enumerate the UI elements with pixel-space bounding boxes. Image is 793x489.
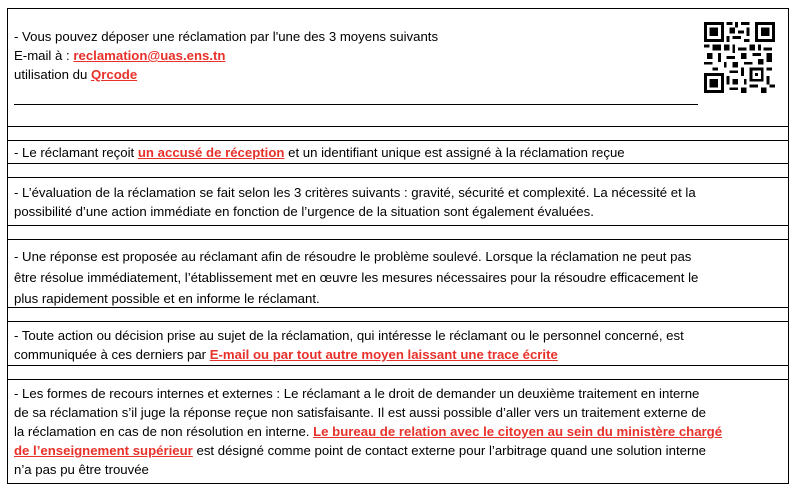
acknowledgement-suffix: et un identifiant unique est assigné à la réclamation reçue [284,145,625,160]
appeal-highlight: Le bureau de relation avec le citoyen au sein du ministère chargé [313,424,723,439]
appeal-line: n’a pas pu être trouvée [14,462,149,477]
appeal-highlight: de l’enseignement supérieur [14,443,193,458]
appeal-text [8,380,788,479]
spacer-row [8,366,788,380]
response-row [8,240,788,308]
spacer-row [8,164,788,178]
email-label: E-mail à : [14,48,74,63]
appeal-line [14,422,782,441]
evaluation-line: possibilité d’une action immédiate en fonction de l’urgence de la situation sont également évaluées. [14,204,594,219]
evaluation-text [8,178,788,221]
reclamation-table [7,8,789,484]
appeal-line: de sa réclamation s’il juge la réponse reçue non satisfaisante. Il est aussi possible d’aller vers un traitement externe de [14,405,706,420]
acknowledgement-text [8,141,788,162]
submission-methods-intro: - Vous pouvez déposer une réclamation par l'une des 3 moyens suivants [14,29,439,44]
qrcode-link[interactable]: Qrcode [90,67,138,82]
section-divider-line [14,104,698,105]
response-text [8,240,788,309]
acknowledgement-prefix: - Le réclamant reçoit [14,145,138,160]
response-line: - Une réponse est proposée au réclamant afin de résoudre le problème soulevé. Lorsque la réclamation ne peut pas [14,249,692,264]
communication-line: - Toute action ou décision prise au sujet de la réclamation, qui intéresse le réclamant ou le personnel concerné, est [14,328,684,343]
response-line: être résolue immédiatement, l’établissement met en œuvre les mesures nécessaires pour la résoudre efficacement le [14,270,699,285]
response-line: plus rapidement possible et en informe le réclamant. [14,291,320,306]
appeal-line [14,441,782,460]
appeal-line: - Les formes de recours internes et externes : Le réclamant a le droit de demander un deuxième traitement en interne [14,386,700,401]
qrcode-line [14,65,782,84]
email-line [14,46,782,65]
spacer-row [8,308,788,322]
communication-text [8,322,788,364]
spacer-row [8,127,788,141]
submission-methods-text [8,9,788,84]
submission-methods-row [8,9,788,127]
communication-row [8,322,788,366]
email-link[interactable]: reclamation@uas.ens.tn [73,48,226,63]
evaluation-row [8,178,788,226]
communication-prefix: communiquée à ces derniers par [14,347,210,362]
appeal-suffix: est désigné comme point de contact externe pour l’arbitrage quand une solution interne [192,443,707,458]
communication-line [14,345,782,364]
qrcode-label: utilisation du [14,67,91,82]
acknowledgement-row [8,141,788,164]
spacer-row [8,226,788,240]
acknowledgement-highlight: un accusé de réception [137,145,285,160]
communication-highlight: E-mail ou par tout autre moyen laissant une trace écrite [209,347,558,362]
qr-code-icon[interactable] [704,22,775,93]
appeal-row [8,380,788,483]
appeal-prefix: la réclamation en cas de non résolution en interne. [14,424,314,439]
evaluation-line: - L’évaluation de la réclamation se fait selon les 3 critères suivants : gravité, sécurité et complexité. La nécessité et la [14,185,696,200]
